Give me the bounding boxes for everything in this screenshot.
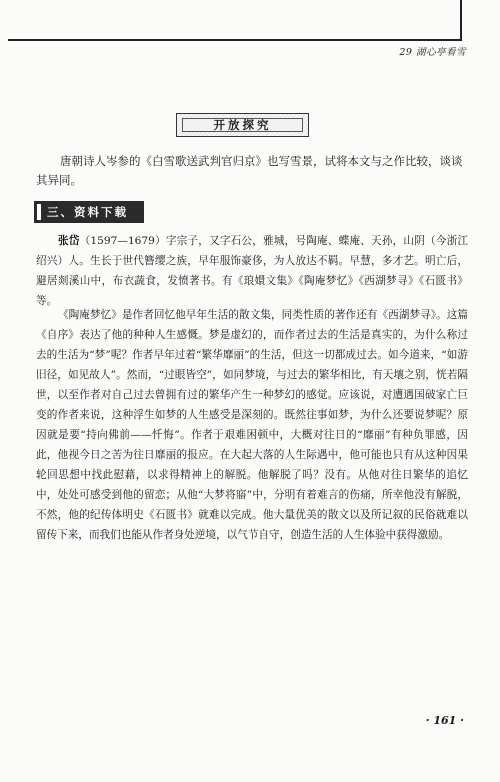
header-rule-vertical [460, 0, 462, 41]
author-bio-text: （1597—1679）字宗子，又字石公，雅城，号陶庵、蝶庵、天孙，山阴（今浙江绍兴）人。生长于世代簪缨之族，早年服饰豪侈，为人放达不羁。早慧，多才艺。明亡后，避居剡溪山中，布衣蔬食，发愤著书。有《琅嬛文集》《陶庵梦忆》《西湖梦寻》《石匮书》等。 [36, 235, 468, 307]
section-title-box [176, 113, 309, 137]
resource-heading-label: 三、资料下载 [47, 205, 128, 219]
resource-heading [34, 201, 144, 223]
header-rule [8, 39, 462, 41]
author-paragraph [36, 231, 468, 311]
work-analysis-paragraph: 《陶庵梦忆》是作者回忆他早年生活的散文集，同类性质的著作还有《西湖梦寻》。这篇《自序》表达了他的种种人生感慨。梦是虚幻的，而作者过去的生活是真实的，为什么称过去的生活为“梦”呢？作者早年过着“繁华靡丽”的生活，但这一切都成过去。如今道来，“如游旧径，如见故人”。然而，“过眼皆空”，如同梦境，与过去的繁华相比，有天壤之别，恍若隔世，以至作者对自己过去曾拥有过的繁华产生一种梦幻的感觉。应该说，对遭遇国破家亡巨变的作者来说，这种浮生如梦的人生感受是深刻的。既然往事如梦，为什么还要说梦呢？原因就是要“持向佛前——忏悔”。作者于艰难困顿中，大概对往日的“靡丽”有种负罪感，因此，他视今日之苦为往日靡丽的报应。在大起大落的人生际遇中，他可能也只有从这种因果轮回思想中找此慰藉，以求得精神上的解脱。他解脱了吗？没有。从他对往日繁华的追忆中，处处可感受到他的留恋；从他“大梦将寤”中，分明有着难言的伤痛，所幸他没有解脱，不然，他的纪传体明史《石匮书》就难以完成。他大量优美的散文以及所记叙的民俗就难以留传下来，而我们也能从作者身处逆境，以气节自守，创造生活的人生体验中获得激励。 [36, 309, 468, 541]
heading-marker [37, 204, 41, 220]
running-head: 29 湖心亭看雪 [399, 47, 466, 58]
page-number: · 161 · [425, 714, 464, 727]
author-name: 张岱 [58, 235, 80, 247]
section-title: 开放探究 [182, 118, 303, 132]
exercise-question: 唐朝诗人岑参的《白雪歌送武判官归京》也写雪景，试将本文与之作比较，谈谈其异同。 [36, 154, 463, 187]
